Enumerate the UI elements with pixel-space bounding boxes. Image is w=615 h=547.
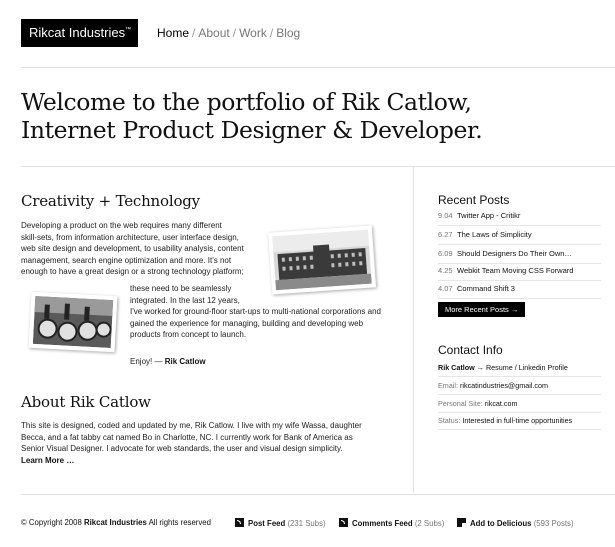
header-divider (21, 67, 615, 68)
contact-row-site (438, 395, 601, 413)
creativity-title: Creativity + Technology (21, 192, 200, 210)
creativity-line: products from concept to launch. (130, 330, 247, 340)
nav-work[interactable]: Work (239, 26, 267, 40)
page-title-line-1: Welcome to the portfolio of Rik Catlow, (21, 88, 472, 116)
creativity-line: enough to have a great design or a strong technology platform; (21, 267, 244, 277)
main-nav (157, 26, 300, 40)
comments-feed-label: Comments Feed (352, 519, 413, 528)
creativity-line: I've worked for ground-floor start-ups to multi-national corporations and (130, 307, 381, 317)
creativity-line: web site design and development, to usability analysis, content (21, 244, 244, 254)
creativity-line: these need to be seamlessly (130, 284, 232, 293)
post-title: The Laws of Simplicity (457, 230, 532, 239)
creativity-text-wrap (130, 283, 381, 341)
recent-post-item[interactable] (438, 262, 601, 281)
recent-post-item[interactable] (438, 280, 601, 299)
post-title: Command Shift 3 (457, 284, 515, 293)
recent-post-item[interactable] (438, 207, 601, 226)
nav-home[interactable]: Home (157, 26, 190, 40)
post-date: 4.25 (438, 266, 453, 275)
creativity-signoff (130, 356, 206, 368)
footer-copyright (21, 518, 211, 527)
site-label: Personal Site: (438, 399, 483, 408)
status-label: Status: (438, 416, 461, 425)
factory-photo (268, 225, 376, 294)
column-divider (413, 167, 414, 493)
about-line: This site is designed, coded and updated by me, Rik Catlow. I live with my wife Wassa, daughter (21, 421, 362, 430)
contact-name: Rik Catlow (438, 363, 475, 372)
email-link[interactable]: rikcatindustries@gmail.com (459, 381, 548, 390)
about-line: Senior Visual Designer. I advocate for web standards, the user and visual design simplicity. (21, 444, 343, 454)
recent-posts-title: Recent Posts (438, 193, 510, 207)
creativity-line: gained the experience for managing, building and developing web (130, 318, 364, 328)
nav-blog[interactable]: Blog (276, 26, 301, 40)
comments-feed-link[interactable] (339, 518, 444, 528)
headline-divider (21, 166, 615, 167)
workers-image (33, 296, 113, 348)
creativity-line: integrated. In the last 12 years, (130, 295, 240, 305)
copyright-text: © Copyright 2008 (21, 518, 82, 527)
nav-separator: / (269, 26, 274, 40)
signoff-dash: — (154, 357, 163, 366)
post-date: 6.09 (438, 249, 453, 258)
post-title: Should Designers Do Their Own… (457, 249, 572, 258)
creativity-line: skill-sets, from information architecture, user interface design, (21, 232, 239, 242)
post-feed-count: (231 Subs) (287, 519, 326, 528)
more-recent-posts-button[interactable]: More Recent Posts → (438, 302, 525, 317)
status-value: Interested in full-time opportunities (462, 416, 573, 425)
creativity-text (21, 220, 244, 278)
creativity-line: Developing a product on the web requires many different (21, 221, 222, 230)
logo-text: Rikcat Industries (29, 25, 126, 40)
resume-link[interactable]: Resume / Linkedin Profile (485, 363, 568, 372)
creativity-line: management, search engine optimization and more. It's not (21, 255, 232, 265)
page-title-line-2: Internet Product Designer & Developer. (21, 116, 483, 144)
delicious-link[interactable] (457, 518, 574, 528)
page-title (21, 88, 611, 144)
about-line: Becca, and a fat tabby cat named Bo in Charlotte, NC. I currently work for Bank of America as (21, 432, 353, 442)
nav-separator: / (192, 26, 196, 40)
contact-row-status (438, 412, 601, 430)
signature: Rik Catlow (164, 357, 206, 366)
arrow-icon: → (476, 363, 484, 372)
rss-icon (235, 518, 244, 527)
site-logo[interactable] (21, 19, 138, 47)
post-feed-link[interactable] (235, 518, 326, 528)
workers-photo (29, 292, 118, 352)
about-title: About Rik Catlow (21, 393, 151, 411)
enjoy-text: Enjoy! (130, 357, 153, 366)
contact-row-profile (438, 359, 601, 377)
nav-separator: / (232, 26, 237, 40)
learn-more-link[interactable]: Learn More … (21, 455, 75, 465)
post-date: 6.27 (438, 230, 453, 239)
contact-info-title: Contact Info (438, 343, 503, 357)
delicious-count: (593 Posts) (533, 519, 574, 528)
post-feed-label: Post Feed (248, 519, 286, 528)
nav-about[interactable]: About (198, 26, 230, 40)
post-title: Twitter App - Critikr (457, 211, 521, 220)
footer-company: Rikcat Industries (83, 518, 147, 527)
comments-feed-count: (2 Subs) (414, 519, 445, 528)
factory-image (272, 230, 372, 291)
post-title: Webkit Team Moving CSS Forward (457, 266, 574, 275)
delicious-label: Add to Delicious (470, 519, 532, 528)
recent-post-item[interactable] (438, 226, 601, 245)
contact-row-email (438, 377, 601, 395)
post-date: 9.04 (438, 211, 453, 220)
email-label: Email: (438, 381, 458, 390)
rss-icon (339, 518, 348, 527)
delicious-icon (457, 518, 466, 527)
about-text (21, 420, 362, 466)
site-link[interactable]: rikcat.com (484, 399, 518, 408)
trademark-mark: ™ (125, 27, 132, 33)
post-date: 4.07 (438, 284, 453, 293)
footer-divider (21, 494, 615, 495)
rights-text: All rights reserved (148, 518, 211, 527)
